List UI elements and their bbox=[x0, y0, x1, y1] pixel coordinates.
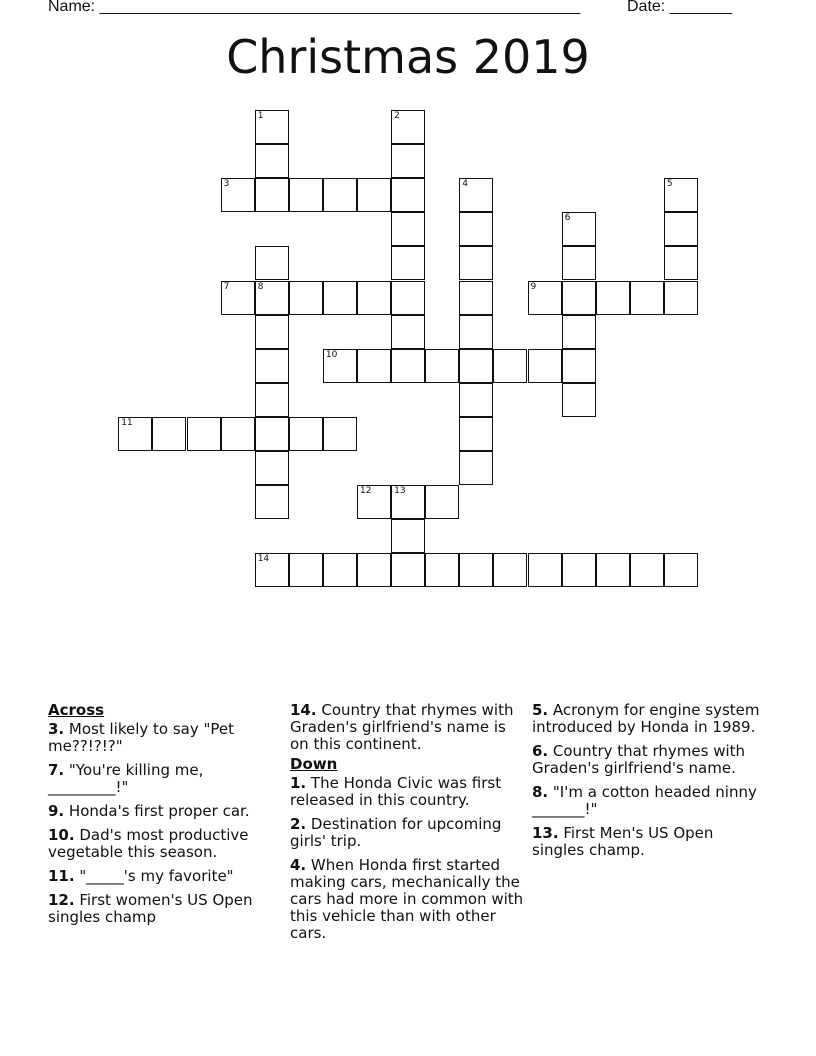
crossword-cell[interactable] bbox=[459, 553, 493, 587]
crossword-cell[interactable] bbox=[255, 281, 289, 315]
cell-number: 9 bbox=[530, 281, 537, 292]
crossword-cell[interactable] bbox=[289, 178, 323, 212]
cell-number: 7 bbox=[223, 281, 230, 292]
crossword-cell[interactable] bbox=[391, 144, 425, 178]
crossword-cell[interactable] bbox=[562, 383, 596, 417]
crossword-cell[interactable] bbox=[357, 485, 391, 519]
date-field-label: Date: _______ bbox=[627, 0, 732, 15]
clue-number: 12. bbox=[48, 891, 75, 909]
cell-number: 4 bbox=[462, 179, 469, 190]
clue-text: Country that rhymes with Graden's girlfriend's name is on this continent. bbox=[290, 701, 519, 753]
clue-number: 6. bbox=[532, 742, 549, 760]
cell-number: 3 bbox=[223, 179, 230, 190]
crossword-cell[interactable] bbox=[187, 417, 221, 451]
clue-item bbox=[532, 702, 768, 736]
crossword-cell[interactable] bbox=[255, 110, 289, 144]
crossword-cell[interactable] bbox=[323, 417, 357, 451]
crossword-cell[interactable] bbox=[357, 349, 391, 383]
crossword-cell[interactable] bbox=[391, 553, 425, 587]
crossword-cell[interactable] bbox=[391, 110, 425, 144]
crossword-cell[interactable] bbox=[664, 281, 698, 315]
page-title: Christmas 2019 bbox=[226, 30, 590, 84]
crossword-cell[interactable] bbox=[562, 281, 596, 315]
crossword-cell[interactable] bbox=[596, 281, 630, 315]
clue-text: When Honda first started making cars, mechanically the cars had more in common with this vehicle than with other cars. bbox=[290, 856, 528, 942]
crossword-cell[interactable] bbox=[664, 212, 698, 246]
clue-number: 11. bbox=[48, 867, 75, 885]
crossword-cell[interactable] bbox=[255, 451, 289, 485]
crossword-cell[interactable] bbox=[255, 485, 289, 519]
cell-number: 14 bbox=[257, 554, 270, 565]
crossword-cell[interactable] bbox=[289, 281, 323, 315]
clue-number: 2. bbox=[290, 815, 307, 833]
crossword-cell[interactable] bbox=[425, 485, 459, 519]
clues-column-1 bbox=[48, 702, 273, 933]
clue-number: 5. bbox=[532, 701, 549, 719]
clue-text: Honda's first proper car. bbox=[64, 802, 250, 820]
crossword-cell[interactable] bbox=[596, 553, 630, 587]
cell-number: 12 bbox=[360, 486, 372, 497]
crossword-cell[interactable] bbox=[323, 281, 357, 315]
crossword-cell[interactable] bbox=[118, 417, 152, 451]
crossword-cell[interactable] bbox=[255, 383, 289, 417]
clue-item bbox=[48, 892, 273, 926]
crossword-cell[interactable] bbox=[391, 178, 425, 212]
clue-item bbox=[532, 784, 768, 818]
crossword-cell[interactable] bbox=[562, 315, 596, 349]
clue-item bbox=[48, 868, 273, 885]
crossword-cell[interactable] bbox=[255, 417, 289, 451]
crossword-cell[interactable] bbox=[221, 178, 255, 212]
crossword-cell[interactable] bbox=[357, 553, 391, 587]
crossword-cell[interactable] bbox=[528, 553, 562, 587]
cell-number: 2 bbox=[394, 111, 400, 121]
crossword-cell[interactable] bbox=[255, 349, 289, 383]
crossword-cell[interactable] bbox=[255, 553, 289, 587]
crossword-cell[interactable] bbox=[289, 417, 323, 451]
across-heading: Across bbox=[48, 701, 105, 719]
clue-text: First Men's US Open singles champ. bbox=[532, 824, 719, 859]
clues-column-2 bbox=[290, 702, 526, 949]
clue-item bbox=[290, 816, 526, 850]
crossword-cell[interactable] bbox=[459, 417, 493, 451]
crossword-cell[interactable] bbox=[391, 485, 425, 519]
crossword-cell[interactable] bbox=[425, 553, 459, 587]
down-heading: Down bbox=[290, 755, 338, 773]
cell-number: 1 bbox=[257, 111, 264, 121]
clue-text: First women's US Open singles champ bbox=[48, 891, 258, 926]
crossword-cell[interactable] bbox=[630, 281, 664, 315]
crossword-cell[interactable] bbox=[357, 178, 391, 212]
clue-number: 9. bbox=[48, 802, 65, 820]
clue-item bbox=[48, 827, 273, 861]
crossword-cell[interactable] bbox=[289, 553, 323, 587]
crossword-cell[interactable] bbox=[255, 246, 289, 280]
crossword-cell[interactable] bbox=[459, 178, 493, 212]
clue-item bbox=[532, 825, 768, 859]
crossword-cell[interactable] bbox=[459, 349, 493, 383]
crossword-cell[interactable] bbox=[493, 553, 527, 587]
cell-number: 11 bbox=[121, 417, 133, 428]
clue-item bbox=[290, 702, 526, 753]
clue-text: Acronym for engine system introduced by Honda in 1989. bbox=[532, 701, 765, 736]
crossword-cell[interactable] bbox=[255, 144, 289, 178]
crossword-cell[interactable] bbox=[664, 246, 698, 280]
clue-text: Most likely to say "Pet me??!?!?" bbox=[48, 720, 239, 755]
crossword-cell[interactable] bbox=[391, 212, 425, 246]
crossword-cell[interactable] bbox=[459, 315, 493, 349]
clue-number: 7. bbox=[48, 761, 65, 779]
crossword-cell[interactable] bbox=[562, 553, 596, 587]
crossword-cell[interactable] bbox=[459, 212, 493, 246]
clue-number: 8. bbox=[532, 783, 549, 801]
crossword-cell[interactable] bbox=[528, 349, 562, 383]
cell-number: 13 bbox=[394, 486, 406, 497]
clue-item bbox=[532, 743, 768, 777]
crossword-cell[interactable] bbox=[255, 178, 289, 212]
clue-text: "_____'s my favorite" bbox=[74, 867, 234, 885]
crossword-cell[interactable] bbox=[391, 246, 425, 280]
crossword-cell[interactable] bbox=[528, 281, 562, 315]
crossword-cell[interactable] bbox=[459, 246, 493, 280]
cell-number: 10 bbox=[325, 349, 338, 360]
crossword-cell[interactable] bbox=[562, 212, 596, 246]
crossword-cell[interactable] bbox=[323, 553, 357, 587]
crossword-cell[interactable] bbox=[562, 246, 596, 280]
crossword-cell[interactable] bbox=[357, 281, 391, 315]
cell-number: 8 bbox=[257, 281, 264, 292]
crossword-cell[interactable] bbox=[459, 281, 493, 315]
crossword-cell[interactable] bbox=[391, 315, 425, 349]
crossword-cell[interactable] bbox=[323, 349, 357, 383]
clue-item bbox=[48, 803, 273, 820]
crossword-cell[interactable] bbox=[562, 349, 596, 383]
crossword-cell[interactable] bbox=[391, 349, 425, 383]
clue-number: 1. bbox=[290, 774, 307, 792]
cell-number: 5 bbox=[666, 179, 673, 190]
crossword-cell[interactable] bbox=[493, 349, 527, 383]
clue-item bbox=[290, 775, 526, 809]
crossword-cell[interactable] bbox=[391, 281, 425, 315]
clue-number: 4. bbox=[290, 856, 307, 874]
crossword-cell[interactable] bbox=[221, 417, 255, 451]
clue-number: 10. bbox=[48, 826, 75, 844]
crossword-cell[interactable] bbox=[459, 451, 493, 485]
crossword-cell[interactable] bbox=[391, 519, 425, 553]
clue-text: "You're killing me, _________!" bbox=[48, 761, 209, 796]
clue-item bbox=[290, 857, 526, 942]
crossword-cell[interactable] bbox=[152, 417, 186, 451]
crossword-cell[interactable] bbox=[630, 553, 664, 587]
clue-number: 3. bbox=[48, 720, 65, 738]
crossword-cell[interactable] bbox=[664, 553, 698, 587]
cell-number: 6 bbox=[564, 213, 571, 224]
clue-item bbox=[48, 762, 273, 796]
crossword-cell[interactable] bbox=[664, 178, 698, 212]
crossword-cell[interactable] bbox=[323, 178, 357, 212]
clue-number: 14. bbox=[290, 701, 317, 719]
crossword-cell[interactable] bbox=[255, 315, 289, 349]
crossword-cell[interactable] bbox=[459, 383, 493, 417]
clue-text: Country that rhymes with Graden's girlfriend's name. bbox=[532, 742, 750, 777]
clues-column-3 bbox=[532, 702, 768, 866]
crossword-cell[interactable] bbox=[425, 349, 459, 383]
name-field-label: Name: ______________________________________________________ bbox=[48, 0, 581, 15]
clue-text: The Honda Civic was first released in this country. bbox=[290, 774, 506, 809]
clue-item bbox=[48, 721, 273, 755]
crossword-cell[interactable] bbox=[221, 281, 255, 315]
clue-text: Dad's most productive vegetable this season. bbox=[48, 826, 254, 861]
clue-number: 13. bbox=[532, 824, 559, 842]
clue-text: "I'm a cotton headed ninny _______!" bbox=[532, 783, 762, 818]
clue-text: Destination for upcoming girls' trip. bbox=[290, 815, 507, 850]
